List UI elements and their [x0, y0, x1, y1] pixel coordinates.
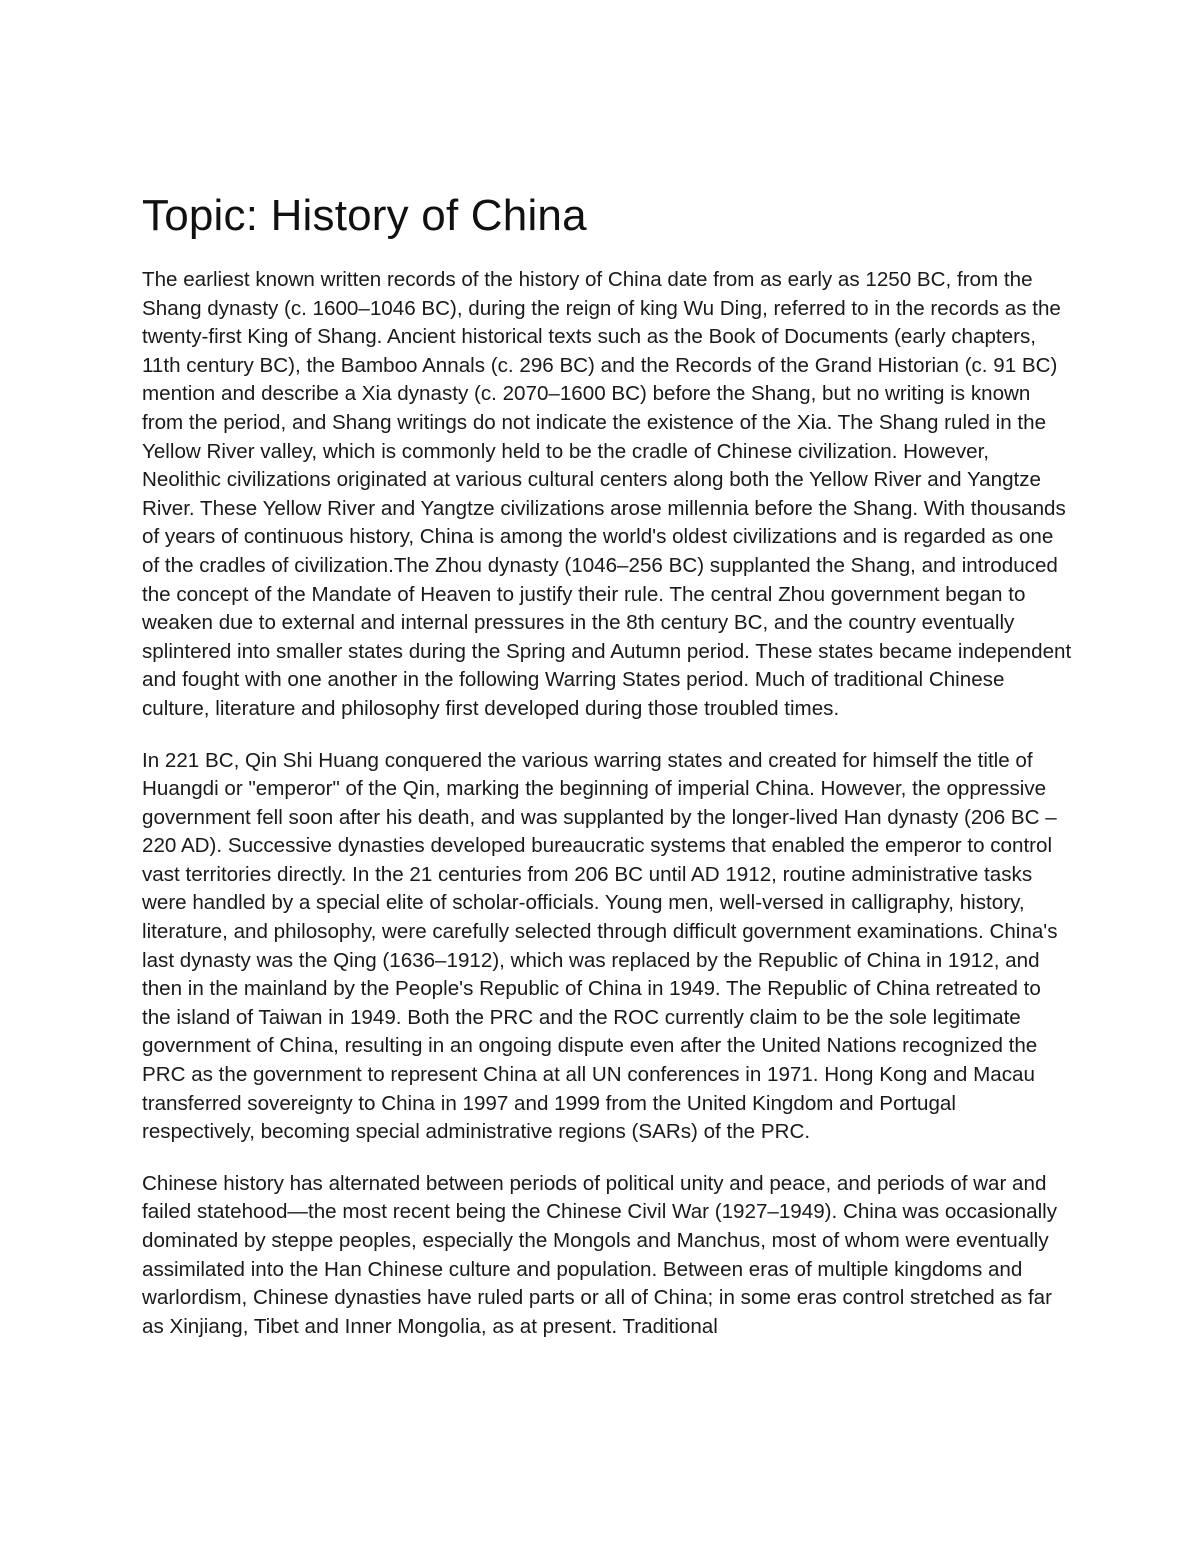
paragraph-unity-and-war: Chinese history has alternated between periods of political unity and peace, and periods of war and failed statehood—the most recent being the Chinese Civil War (1927–1949). China was occasionally dominated by steppe peoples, especially the Mongols and Manchus, most of whom were eventually assimilated into the Han Chinese culture and population. Between eras of multiple kingdoms and warlordism, Chinese dynasties have ruled parts or all of China; in some eras control stretched as far as Xinjiang, Tibet and Inner Mongolia, as at present. Traditional — [142, 1171, 1058, 1338]
document-title: Topic: History of China — [142, 191, 587, 240]
document-body — [142, 188, 1072, 1364]
paragraph-earliest-records: The earliest known written records of the history of China date from as early as 1250 BC, from the Shang dynasty (c. 1600–1046 BC), during the reign of king Wu Ding, referred to in the records as the twenty-first King of Shang. Ancient historical texts such as the Book of Documents (early chapters, 11th century BC), the Bamboo Annals (c. 296 BC) and the Records of the Grand Historian (c. 91 BC) mention and describe a Xia dynasty (c. 2070–1600 BC) before the Shang, but no writing is known from the period, and Shang writings do not indicate the existence of the Xia. The Shang ruled in the Yellow River valley, which is commonly held to be the cradle of Chinese civilization. However, Neolithic civilizations originated at various cultural centers along both the Yellow River and Yangtze River. These Yellow River and Yangtze civilizations arose millennia before the Shang. With thousands of years of continuous history, China is among the world's oldest civilizations and is regarded as one of the cradles of civilization.The Zhou dynasty (1046–256 BC) supplanted the Shang, and introduced the concept of the Mandate of Heaven to justify their rule. The central Zhou government began to weaken due to external and internal pressures in the 8th century BC, and the country eventually splintered into smaller states during the Spring and Autumn period. These states became independent and fought with one another in the following Warring States period. Much of traditional Chinese culture, literature and philosophy first developed during those troubled times. — [142, 268, 1072, 720]
paragraph-imperial-china: In 221 BC, Qin Shi Huang conquered the various warring states and created for himself the title of Huangdi or "emperor" of the Qin, marking the beginning of imperial China. However, the oppressive government fell soon after his death, and was supplanted by the longer-lived Han dynasty (206 BC – 220 AD). Successive dynasties developed bureaucratic systems that enabled the emperor to control vast territories directly. In the 21 centuries from 206 BC until AD 1912, routine administrative tasks were handled by a special elite of scholar-officials. Young men, well-versed in calligraphy, history, literature, and philosophy, were carefully selected through difficult government examinations. China's last dynasty was the Qing (1636–1912), which was replaced by the Republic of China in 1912, and then in the mainland by the People's Republic of China in 1949. The Republic of China retreated to the island of Taiwan in 1949. Both the PRC and the ROC currently claim to be the sole legitimate government of China, resulting in an ongoing dispute even after the United Nations recognized the PRC as the government to represent China at all UN conferences in 1971. Hong Kong and Macau transferred sovereignty to China in 1997 and 1999 from the United Kingdom and Portugal respectively, becoming special administrative regions (SARs) of the PRC. — [142, 748, 1058, 1144]
